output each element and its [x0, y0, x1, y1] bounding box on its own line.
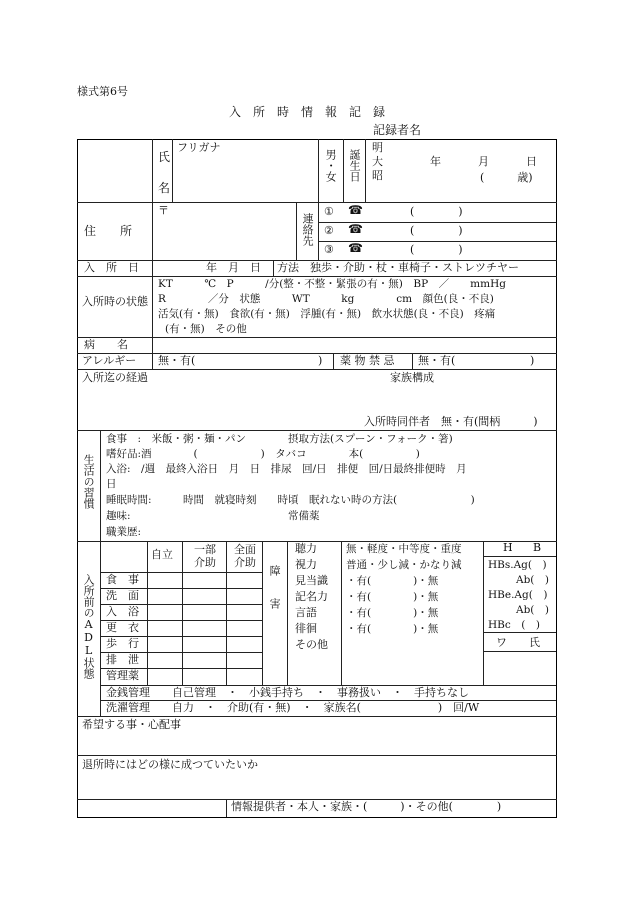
- phone-icon: ☎: [348, 203, 363, 217]
- contact-1-number: ①: [324, 205, 334, 218]
- page-title: 入 所 時 情 報 記 録: [229, 105, 386, 119]
- laundry-management[interactable]: 洗濯管理 自力 ・ 介助(有・無) ・ 家族名( ) 回/W: [106, 701, 480, 714]
- wishes-label: 希望する事・心配事: [82, 718, 181, 731]
- wassermann[interactable]: ワ 氏: [496, 636, 540, 649]
- memory-options[interactable]: ・有( )・無: [346, 591, 439, 603]
- sex-options[interactable]: 男・女: [324, 149, 338, 182]
- admission-method[interactable]: 方法 独歩・介助・杖・車椅子・ストレツチヤー: [277, 261, 519, 274]
- address-label: 住 所: [84, 224, 133, 238]
- money-management[interactable]: 金銭管理 自己管理 ・ 小銭手持ち ・ 事務扱い ・ 手持ちなし: [106, 686, 469, 699]
- drug-contraindication-label: 薬 物 禁 忌: [340, 354, 395, 367]
- drug-contraindication-value[interactable]: 無・有(: [418, 354, 456, 367]
- disability-memory: 記名力: [295, 590, 328, 603]
- habit-hobby: 趣味: 常備薬: [106, 510, 320, 522]
- family-composition-label: 家族構成: [390, 371, 434, 384]
- orientation-options[interactable]: ・有( )・無: [346, 575, 439, 587]
- habits-label: 生活の習慣: [82, 454, 96, 509]
- era-meiji[interactable]: 明: [372, 141, 383, 154]
- birth-day-label: 日: [526, 155, 537, 168]
- recorder-label: 記録者名: [373, 123, 422, 137]
- state-line-1: KT ℃ P /分(整・不整・緊張の有・無) BP ／ mmHg: [158, 278, 506, 290]
- contact-label: 連絡先: [301, 213, 315, 246]
- adl-row-wash: 洗 面: [106, 589, 139, 602]
- contact-1-field[interactable]: ( ): [410, 205, 463, 218]
- state-line-4: (有・無) その他: [165, 323, 247, 335]
- disability-hearing: 聴力: [295, 542, 317, 555]
- birthday-label: 誕生日: [348, 149, 362, 182]
- form-number: 様式第6号: [77, 85, 128, 98]
- hearing-options[interactable]: 無・軽度・中等度・重度: [346, 543, 462, 555]
- disability-other: その他: [295, 638, 328, 651]
- era-showa[interactable]: 昭: [372, 169, 383, 182]
- state-line-2: R ／分 状態 WT kg cm 顔色(良・不良): [158, 293, 494, 305]
- disability-wandering: 徘徊: [295, 622, 317, 635]
- history-label: 入所迄の経過: [82, 371, 148, 384]
- adl-row-walk: 歩 行: [106, 637, 139, 650]
- age-field[interactable]: ( 歳): [480, 171, 533, 184]
- adl-label: 入所前のADL状態: [82, 574, 96, 679]
- adl-row-meal: 食 事: [106, 573, 139, 586]
- habit-preference: 嗜好品:酒 ( ) タバコ 本( ): [106, 448, 420, 460]
- info-provider[interactable]: 情報提供者・本人・家族・( )・その他( ): [231, 800, 502, 813]
- birth-year-label: 年: [430, 155, 441, 168]
- name-label: 氏: [158, 150, 171, 164]
- admission-date-label: 入 所 日: [84, 261, 139, 274]
- allergy-label: アレルギー: [82, 354, 137, 367]
- drug-contraindication-close: ): [530, 354, 535, 367]
- vision-options[interactable]: 普通・少し減・かなり減: [346, 559, 462, 571]
- era-taisho[interactable]: 大: [372, 155, 383, 168]
- disability-speech: 言語: [295, 606, 317, 619]
- hbs-ag[interactable]: HBs.Ag( ): [488, 559, 547, 571]
- hbs-ab[interactable]: Ab( ): [516, 574, 549, 586]
- speech-options[interactable]: ・有( )・無: [346, 607, 439, 619]
- habit-bath-cont: 日: [106, 478, 117, 490]
- adl-col-independent: 自立: [151, 548, 173, 561]
- name-label-2: 名: [158, 181, 171, 195]
- contact-3-field[interactable]: ( ): [410, 243, 463, 256]
- admission-date-field[interactable]: 年 月 日: [206, 261, 261, 274]
- disease-label: 病 名: [84, 338, 128, 351]
- contact-2-number: ②: [324, 224, 334, 237]
- adl-col-partial: 一部介助: [194, 543, 216, 570]
- allergy-close: ): [318, 354, 323, 367]
- disability-orientation: 見当識: [295, 574, 328, 587]
- phone-icon: ☎: [348, 222, 363, 236]
- hb-header-b: B: [533, 541, 542, 554]
- adl-row-bath: 入 浴: [106, 605, 139, 618]
- furigana-label: フリガナ: [177, 141, 221, 154]
- phone-icon: ☎: [348, 241, 363, 255]
- adl-row-excretion: 排 泄: [106, 653, 139, 666]
- adl-row-medication: 管理薬: [106, 669, 139, 682]
- discharge-goal-label: 退所時にはどの様に成つていたいか: [82, 758, 258, 771]
- hbe-ag[interactable]: HBe.Ag( ): [488, 589, 548, 601]
- adl-col-full: 全面介助: [234, 543, 256, 570]
- birth-month-label: 月: [478, 155, 489, 168]
- wandering-options[interactable]: ・有( )・無: [346, 623, 439, 635]
- state-line-3: 活気(有・無) 食欲(有・無) 浮腫(有・無) 飲水状態(良・不良) 疼痛: [158, 308, 496, 320]
- habit-meal: 食事 : 米飯・粥・麺・パン 摂取方法(スプーン・フォーク・箸): [106, 433, 453, 445]
- disability-vision: 視力: [295, 558, 317, 571]
- habit-bath: 入浴: /週 最終入浴日 月 日 排尿 回/日 排便 回/日最終排便時 月: [106, 463, 467, 475]
- contact-2-field[interactable]: ( ): [410, 224, 463, 237]
- hb-header-h: H: [503, 541, 513, 554]
- habit-occupation: 職業歴:: [106, 526, 142, 538]
- hbc[interactable]: HBc ( ): [488, 619, 540, 631]
- contact-3-number: ③: [324, 243, 334, 256]
- allergy-value[interactable]: 無・有(: [158, 354, 196, 367]
- companion-field[interactable]: 入所時同伴者 無・有(間柄 ): [364, 415, 538, 428]
- admission-state-label: 入所時の状態: [82, 295, 148, 308]
- postal-mark: 〒: [158, 204, 169, 217]
- habit-sleep: 睡眠時間: 時間 就寝時刻 時頃 眠れない時の方法( ): [106, 494, 475, 506]
- hbe-ab[interactable]: Ab( ): [516, 604, 549, 616]
- disability-label: 障 害: [268, 565, 282, 609]
- adl-row-dress: 更 衣: [106, 621, 139, 634]
